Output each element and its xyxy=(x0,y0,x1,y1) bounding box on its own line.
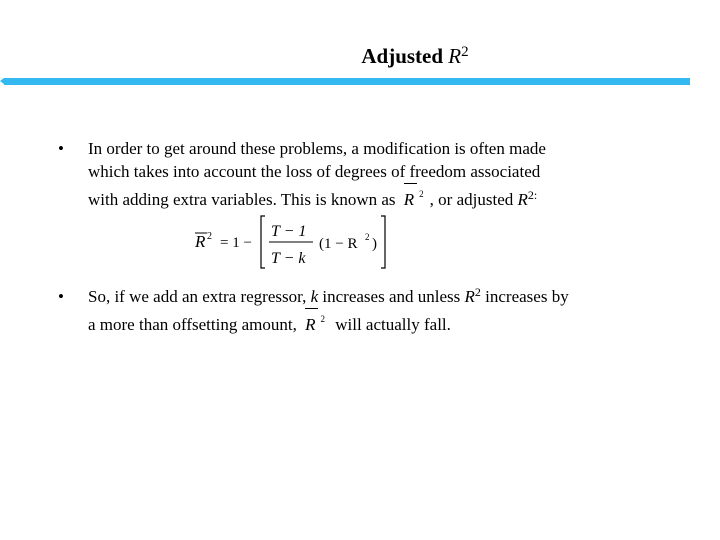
bullet-2-line-2-a: a more than offsetting amount, xyxy=(88,315,297,334)
formula-right-bracket xyxy=(381,216,385,268)
bullet-text-2 xyxy=(88,285,688,336)
title-superscript: 2 xyxy=(461,44,469,60)
bullet-2-line-1-b: increases and unless xyxy=(322,287,461,306)
bullet-1-line-3 xyxy=(88,183,688,211)
slide-title xyxy=(0,44,720,69)
bullet-1-line-2: which takes into account the loss of degrees of freedom associated xyxy=(88,162,541,181)
r-bar-squared-symbol-2 xyxy=(305,308,325,336)
r-bar-var-2: R xyxy=(305,315,316,334)
formula-numerator: T − 1 xyxy=(271,223,307,240)
adjusted-r-squared-formula xyxy=(193,214,393,272)
bullet-1-line-3-b: , or adjusted xyxy=(429,190,514,209)
title-variable: R xyxy=(448,44,462,68)
bullet-1-line-3-a: with adding extra variables. This is known as xyxy=(88,190,396,209)
title-divider xyxy=(4,78,690,85)
formula-lhs-sup: 2 xyxy=(207,231,212,242)
r-symbol: R xyxy=(517,190,528,209)
bullet-2-line-1-a: So, if we add an extra regressor, xyxy=(88,287,307,306)
r-symbol-sup: 2: xyxy=(527,188,538,202)
formula-left-bracket xyxy=(261,216,265,268)
formula-factor-close: ) xyxy=(372,236,377,252)
formula-equals: = 1 − xyxy=(220,235,252,251)
bullet-2-line-2-b: will actually fall. xyxy=(335,315,451,334)
bullet-2-line-2 xyxy=(88,308,688,336)
r-symbol-2: R xyxy=(464,287,475,306)
r-bar-sup: 2 xyxy=(419,189,424,199)
title-prefix: Adjusted xyxy=(361,44,449,68)
bullet-2-line-1-c: increases by xyxy=(485,287,569,306)
bullet-marker-1: • xyxy=(58,139,64,158)
r-symbol-2-sup: 2 xyxy=(474,285,481,299)
r-bar-squared-symbol xyxy=(404,183,424,211)
r-bar-var: R xyxy=(403,190,415,209)
formula-factor: (1 − R xyxy=(319,236,358,252)
k-symbol: k xyxy=(310,287,319,306)
formula-denominator: T − k xyxy=(271,250,306,267)
bullet-marker-2: • xyxy=(58,287,64,306)
formula-factor-sup: 2 xyxy=(365,232,370,242)
bullet-2-line-1 xyxy=(88,285,688,308)
r-bar-sup-2: 2 xyxy=(320,314,325,324)
bullet-text-1 xyxy=(88,137,688,211)
bullet-1-line-1: In order to get around these problems, a modification is often made xyxy=(88,139,546,158)
formula-lhs-var: R xyxy=(195,232,206,251)
